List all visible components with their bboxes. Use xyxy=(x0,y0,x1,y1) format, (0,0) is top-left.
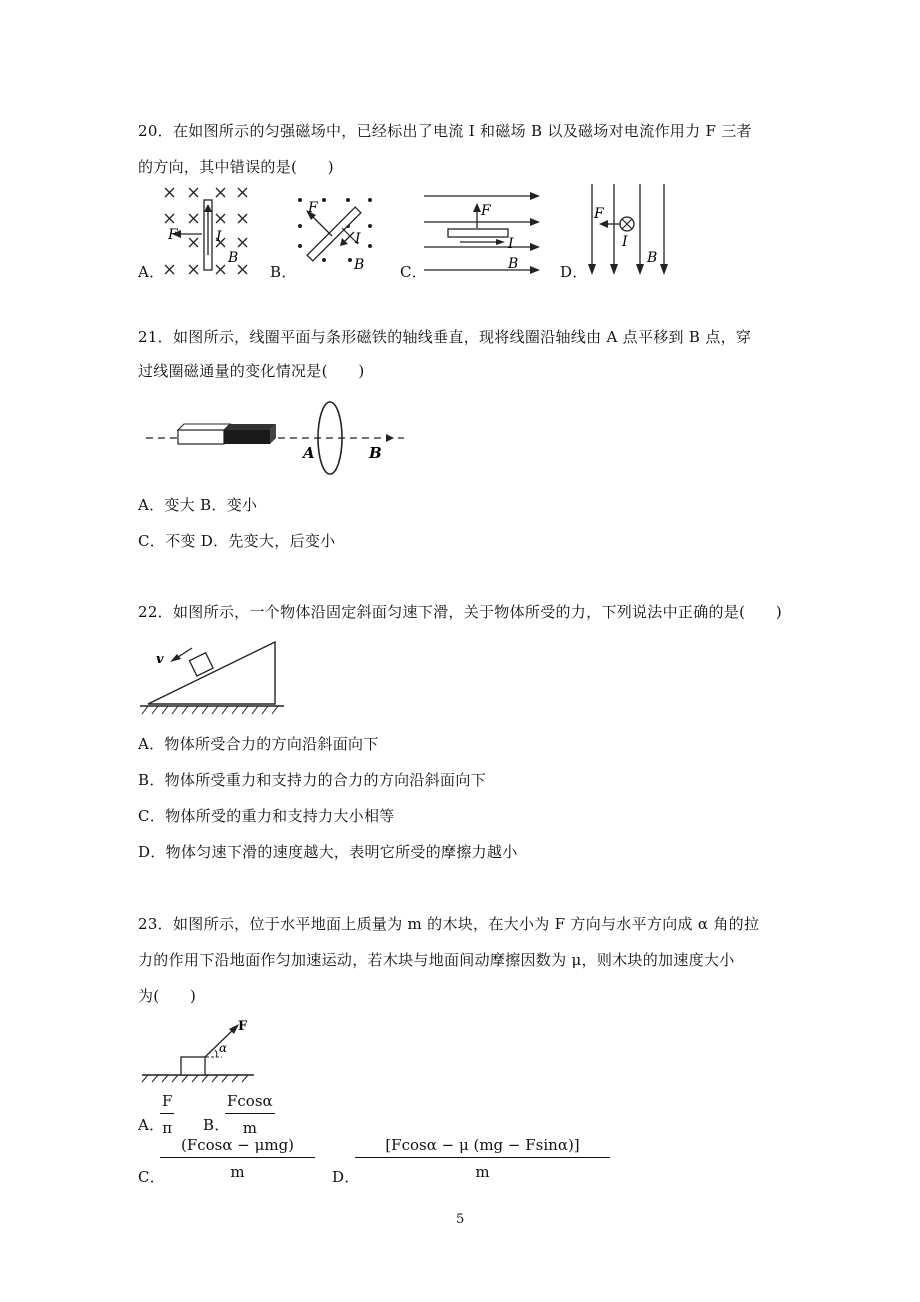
q20-option-c-label: C． xyxy=(400,263,428,281)
q23-option-b-denominator: m xyxy=(242,1119,257,1137)
q20d-label-f: F xyxy=(594,206,604,222)
q20-figure-c xyxy=(420,190,545,280)
q22-option-d: D．物体匀速下滑的速度越大，表明它所受的摩擦力越小 xyxy=(138,843,518,861)
q20-figure-d xyxy=(584,180,674,285)
q23-option-d-numerator: [Fcosα − μ (mg − Fsinα)] xyxy=(355,1135,610,1158)
q21-point-b-label: B xyxy=(369,444,382,462)
q23-option-c-numerator: (Fcosα − μmg) xyxy=(160,1135,315,1158)
q20a-label-i: I xyxy=(216,229,222,245)
q20-option-d-label: D． xyxy=(560,263,588,281)
q20-option-a-label: A． xyxy=(138,263,165,281)
q23-option-a-label: A． xyxy=(138,1116,165,1134)
q21-options-cd: C．不变 D．先变大，后变小 xyxy=(138,532,336,550)
q21-stem-line1: 21．如图所示，线圈平面与条形磁铁的轴线垂直，现将线圈沿轴线由 A 点平移到 B 点，穿 xyxy=(138,328,752,346)
q23-option-c-fraction xyxy=(160,1135,315,1182)
q23-stem-line3: 为( ) xyxy=(138,987,197,1005)
q22-figure-incline xyxy=(138,636,288,721)
q20b-label-b: B xyxy=(354,257,365,273)
q22-velocity-label: v xyxy=(156,652,164,667)
q23-option-d-label: D． xyxy=(332,1168,360,1186)
q20-figure-b xyxy=(292,192,382,277)
q20d-label-i: I xyxy=(622,234,628,250)
q21-options-ab: A．变大 B．变小 xyxy=(138,496,258,514)
q23-option-d-denominator: m xyxy=(475,1163,490,1181)
q23-option-a-numerator: F xyxy=(160,1091,174,1114)
q22-option-a: A．物体所受合力的方向沿斜面向下 xyxy=(138,735,379,753)
q23-option-b-label: B． xyxy=(203,1116,230,1134)
q20-figure-a xyxy=(160,185,260,280)
q20c-label-f: F xyxy=(481,203,491,219)
q23-figure-block xyxy=(140,1015,260,1085)
q22-stem: 22．如图所示，一个物体沿固定斜面匀速下滑，关于物体所受的力，下列说法中正确的是( ) xyxy=(138,603,782,621)
q23-option-b-numerator: Fcosα xyxy=(225,1091,275,1114)
q20d-label-b: B xyxy=(647,250,658,266)
q23-option-d-fraction xyxy=(355,1135,610,1182)
q20b-label-i: I xyxy=(355,231,361,247)
q22-option-c: C．物体所受的重力和支持力大小相等 xyxy=(138,807,395,825)
q20-option-b-label: B． xyxy=(270,263,297,281)
q20b-label-f: F xyxy=(308,200,318,216)
q20c-label-b: B xyxy=(508,256,519,272)
q22-option-b: B．物体所受重力和支持力的合力的方向沿斜面向下 xyxy=(138,771,486,789)
q23-option-c-denominator: m xyxy=(230,1163,245,1181)
q20a-label-b: B xyxy=(228,250,239,266)
q23-option-a-fraction xyxy=(160,1091,174,1138)
q23-option-a-denominator: π xyxy=(162,1119,173,1137)
q21-point-a-label: A xyxy=(303,444,315,462)
q23-angle-label: α xyxy=(219,1041,228,1055)
q21-figure-magnet-coil xyxy=(140,398,410,473)
q20-stem-line2: 的方向，其中错误的是( ) xyxy=(138,158,334,176)
q20-stem-line1: 20．在如图所示的匀强磁场中，已经标出了电流 I 和磁场 B 以及磁场对电流作用力 F 三者 xyxy=(138,122,752,140)
page-number: 5 xyxy=(456,1212,465,1227)
q21-stem-line2: 过线圈磁通量的变化情况是( ) xyxy=(138,362,365,380)
q20c-label-i: I xyxy=(508,236,514,252)
q23-stem-line2: 力的作用下沿地面作匀加速运动，若木块与地面间动摩擦因数为 μ，则木块的加速度大小 xyxy=(138,951,735,969)
q23-force-label: F xyxy=(238,1019,248,1034)
q20a-label-f: F xyxy=(168,227,178,243)
q23-option-b-fraction xyxy=(225,1091,275,1138)
q23-option-c-label: C． xyxy=(138,1168,166,1186)
q23-stem-line1: 23．如图所示，位于水平地面上质量为 m 的木块，在大小为 F 方向与水平方向成 α 角的拉 xyxy=(138,915,760,933)
